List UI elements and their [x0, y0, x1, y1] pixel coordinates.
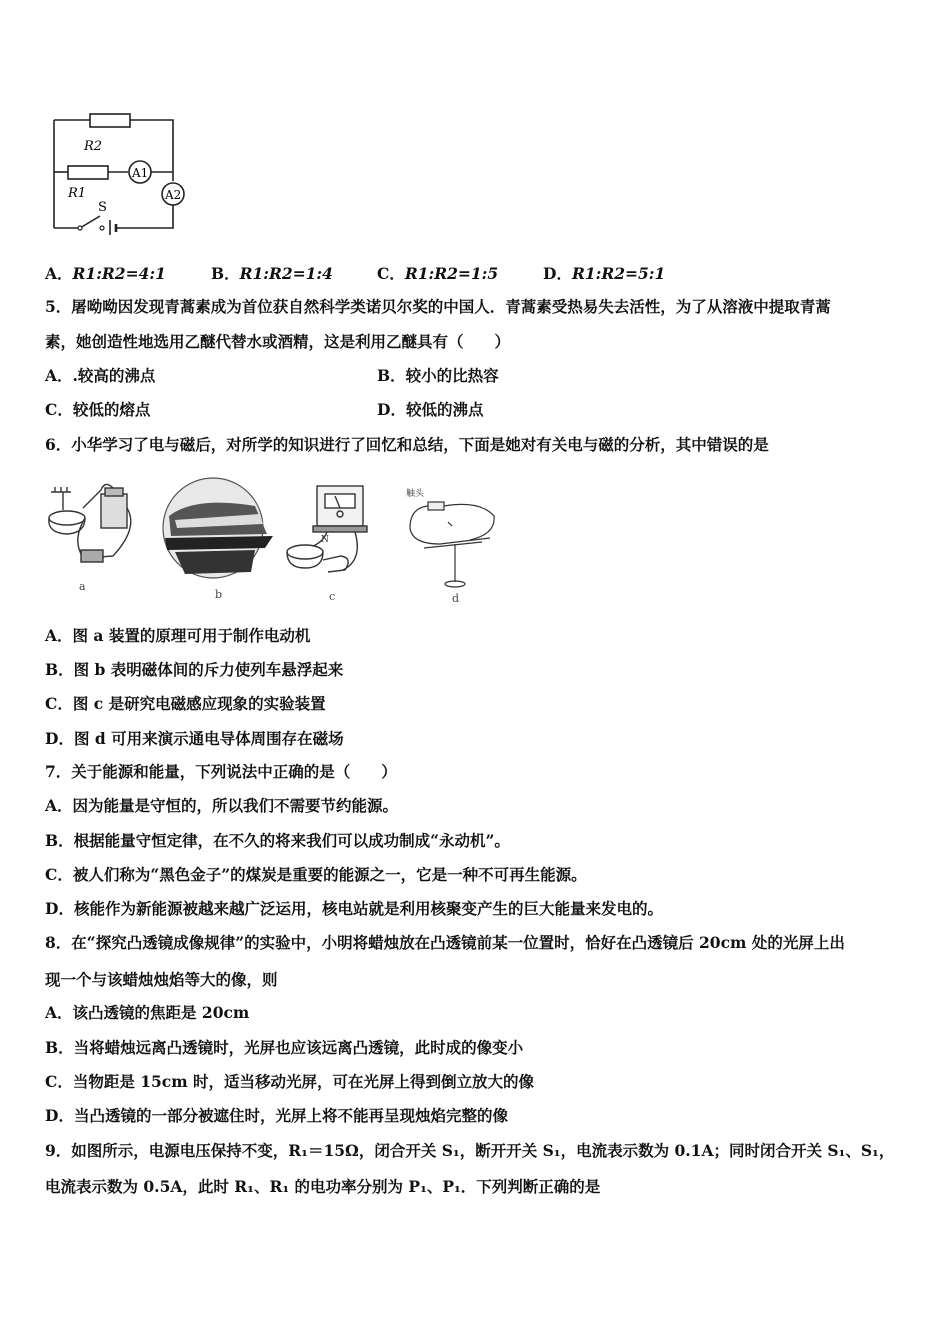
figure-c-label: c [329, 590, 336, 603]
figure-a-motor-apparatus [43, 478, 148, 598]
q9-stem-line2: 电流表示数为 0.5A，此时 R₁、R₁ 的电功率分别为 P₁、P₁．下列判断正确的是 [45, 1177, 601, 1196]
q7-option-b[interactable]: B．根据能量守恒定律，在不久的将来我们可以成功制成“永动机”。 [45, 831, 510, 850]
q6-option-c[interactable]: C．图 c 是研究电磁感应现象的实验装置 [45, 694, 326, 713]
q5-option-b[interactable]: B．较小的比热容 [377, 366, 499, 385]
figure-a-label: a [79, 580, 86, 593]
figure-b-label: b [215, 588, 223, 601]
figure-c-induction-apparatus [283, 480, 388, 604]
label-s: S [98, 200, 107, 215]
q6-option-b[interactable]: B．图 b 表明磁体间的斥力使列车悬浮起来 [45, 660, 344, 679]
q6-stem: 6．小华学习了电与磁后，对所学的知识进行了回忆和总结，下面是她对有关电与磁的分析，其中错误的是 [45, 435, 769, 454]
figure-d-oersted-apparatus [400, 482, 508, 606]
q5-option-d[interactable]: D．较低的沸点 [377, 400, 484, 419]
q8-stem-line2: 现一个与该蜡烛烛焰等大的像，则 [45, 970, 278, 989]
label-r1: R1 [68, 186, 87, 201]
q8-option-c[interactable]: C．当物距是 15cm 时，适当移动光屏，可在光屏上得到倒立放大的像 [45, 1072, 535, 1091]
label-r2: R2 [84, 139, 103, 154]
figure-c-pole: N [321, 535, 329, 545]
label-a1: A1 [132, 166, 149, 180]
label-a2: A2 [165, 188, 182, 202]
figure-b-maglev-train [155, 476, 275, 602]
q5-stem-line2: 素，她创造性地选用乙醚代替水或酒精，这是利用乙醚具有（ ） [45, 332, 511, 351]
q6-option-d[interactable]: D．图 d 可用来演示通电导体周围存在磁场 [45, 729, 344, 748]
q8-option-a[interactable]: A．该凸透镜的焦距是 20cm [45, 1003, 250, 1022]
q5-stem-line1: 5．屠呦呦因发现青蒿素成为首位获自然科学类诺贝尔奖的中国人．青蒿素受热易失去活性，为了从溶液中提取青蒿 [45, 297, 831, 316]
q7-option-c[interactable]: C．被人们称为“黑色金子”的煤炭是重要的能源之一，它是一种不可再生能源。 [45, 865, 587, 884]
circuit-diagram [40, 105, 200, 235]
figure-d-tag: 触头 [406, 489, 425, 499]
figure-d-label: d [452, 592, 460, 605]
q4-option-a[interactable]: A．R1:R2=4:1 [45, 264, 166, 283]
q7-option-d[interactable]: D．核能作为新能源被越来越广泛运用，核电站就是利用核聚变产生的巨大能量来发电的。 [45, 899, 663, 918]
q5-option-a[interactable]: A．.较高的沸点 [45, 366, 156, 385]
q4-option-d[interactable]: D．R1:R2=5:1 [543, 264, 666, 283]
q8-stem-line1: 8．在“探究凸透镜成像规律”的实验中，小明将蜡烛放在凸透镜前某一位置时，恰好在凸透镜后 20cm 处的光屏上出 [45, 933, 845, 952]
q4-option-b[interactable]: B．R1:R2=1:4 [211, 264, 333, 283]
q6-option-a[interactable]: A．图 a 装置的原理可用于制作电动机 [45, 626, 311, 645]
q7-stem: 7．关于能源和能量，下列说法中正确的是（ ） [45, 762, 397, 781]
q8-option-d[interactable]: D．当凸透镜的一部分被遮住时，光屏上将不能再呈现烛焰完整的像 [45, 1106, 508, 1125]
q4-option-c[interactable]: C．R1:R2=1:5 [377, 264, 499, 283]
q9-stem-line1: 9．如图所示，电源电压保持不变，R₁＝15Ω，闭合开关 S₁，断开开关 S₁，电流表示数为 0.1A；同时闭合开关 S₁、S₁， [45, 1141, 895, 1160]
q7-option-a[interactable]: A．因为能量是守恒的，所以我们不需要节约能源。 [45, 796, 399, 815]
q8-option-b[interactable]: B．当将蜡烛远离凸透镜时，光屏也应该远离凸透镜，此时成的像变小 [45, 1038, 524, 1057]
q5-option-c[interactable]: C．较低的熔点 [45, 400, 151, 419]
